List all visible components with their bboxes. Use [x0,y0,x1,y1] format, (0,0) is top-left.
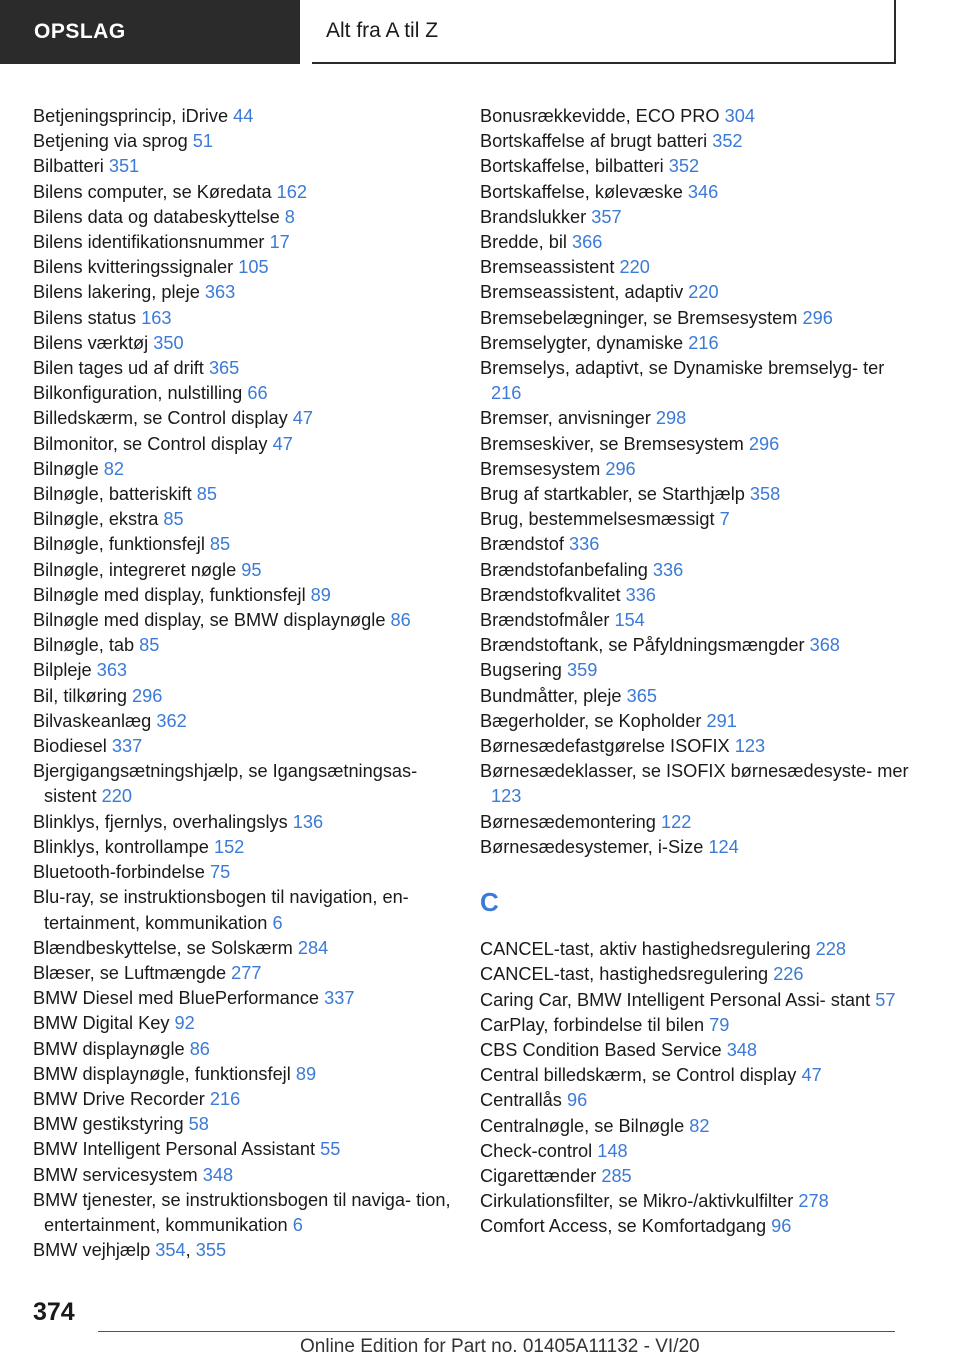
index-entry-text: Bilkonfiguration, nulstilling [33,383,243,404]
index-entry-text: Bilnøgle med display, se BMW displaynøgle [33,610,386,631]
index-entry-text: Bremselygter, dynamiske [480,332,684,353]
page-reference-link[interactable]: 296 [802,307,833,328]
page-reference-link[interactable]: 79 [709,1014,730,1035]
page-reference-link[interactable]: 284 [297,937,329,958]
page-reference-link[interactable]: 82 [103,458,125,479]
page-reference-link[interactable]: 336 [568,534,600,555]
index-entry-text: BMW gestikstyring [33,1114,184,1135]
index-entry-text: Cirkulationsfilter, se Mikro-/aktivkulfilter [480,1191,794,1212]
index-entry-text: CBS Condition Based Service [480,1039,722,1060]
page-reference-link[interactable]: 216 [209,1088,241,1109]
page-reference-link[interactable]: 148 [597,1140,628,1161]
page-reference-link[interactable]: 154 [614,610,645,631]
index-entry-text: Børnesædemontering [480,811,656,832]
index-entry [480,988,910,1013]
index-entry-text: Central billedskærm, se Control display [480,1065,797,1086]
page-reference-link[interactable]: 51 [192,131,213,152]
page-reference-link[interactable]: 348 [726,1039,758,1060]
page-reference-link[interactable]: 354 [155,1240,186,1261]
page-reference-link[interactable]: 47 [292,408,314,429]
page-reference-link[interactable]: 17 [269,232,290,253]
page-reference-link[interactable]: 336 [652,559,684,580]
section-tab: OPSLAG [0,0,300,64]
page-reference-link[interactable]: 220 [688,282,719,303]
index-entry [33,381,463,406]
page-reference-link[interactable]: 350 [153,332,184,353]
index-entry [480,255,910,280]
page-reference-link[interactable]: 363 [96,660,128,681]
page-reference-link[interactable]: 47 [272,433,293,454]
index-entry-text: CANCEL-tast, aktiv hastighedsregulering [480,939,811,960]
index-entry-text: BMW tjenester, se instruktionsbogen til naviga‐ tion, entertainment, kommunikation [33,1189,451,1235]
page-reference-link[interactable]: 359 [566,660,598,681]
page-reference-link[interactable]: 216 [688,332,719,353]
index-entry-text: Bortskaffelse af brugt batteri [480,131,708,152]
page-reference-link[interactable]: 85 [209,534,231,555]
page-reference-link[interactable]: 216 [491,383,522,404]
index-entry-text: Centrallås [480,1090,562,1111]
index-entry [33,1087,463,1112]
page-reference-link[interactable]: 85 [139,635,160,656]
index-entry-text: BMW Digital Key [33,1013,170,1034]
page-reference-link[interactable]: 226 [773,964,804,985]
page-header [0,0,960,66]
index-entry-text: Brug af startkabler, se Starthjælp [480,484,745,505]
index-entry [480,432,910,457]
index-entry [480,482,910,507]
index-entry [33,104,463,129]
index-entry-text: Bil, tilkøring [33,685,127,706]
index-entry-text: Bremselys, adaptivt, se Dynamiske bremselyg‐ ter [480,358,885,379]
index-entry-text: Bremseskiver, se Bremsesystem [480,433,744,454]
index-entry [480,633,910,658]
index-entry [33,180,463,205]
index-entry [480,457,910,482]
index-entry [480,558,910,583]
page-reference-link[interactable]: 105 [238,257,269,278]
page-reference-link[interactable]: 85 [163,509,184,530]
index-entry [33,154,463,179]
index-entry-text: Blu-ray, se instruktionsbogen til navigation, en‐ tertainment, kommunikation [33,887,409,933]
page-reference-link[interactable]: 122 [660,811,692,832]
index-entry [33,482,463,507]
index-entry [33,306,463,331]
index-column-right [480,104,910,1240]
index-entry-text: Bilens værktøj [33,332,149,353]
index-entry-text: Betjening via sprog [33,131,188,152]
index-entry [480,205,910,230]
index-entry [480,1114,910,1139]
index-entry [480,532,910,557]
index-entry-text: Bilen tages ud af drift [33,358,204,379]
page-reference-link[interactable]: 95 [241,559,262,580]
page-reference-link[interactable]: 124 [708,836,739,857]
index-entry-text: Børnesædeklasser, se ISOFIX børnesædesyste‐ mer [480,761,909,782]
index-entry-text: Bortskaffelse, kølevæske [480,181,683,202]
index-entry [480,129,910,154]
index-entry [33,658,463,683]
index-entry [480,1139,910,1164]
index-entry-text: Bjergigangsætningshjælp, se Igangsætningsas‐ sistent [33,761,418,807]
page-reference-link[interactable]: 357 [591,206,622,227]
index-entry [480,684,910,709]
index-entry-text: Bremsebelægninger, se Bremsesystem [480,307,798,328]
index-entry-text: BMW Drive Recorder [33,1088,205,1109]
page-reference-link[interactable]: 358 [749,484,781,505]
index-entry-text: Bilvaskeanlæg [33,710,152,731]
page-reference-link[interactable]: 352 [668,156,700,177]
page-reference-link[interactable]: 6 [292,1214,303,1235]
index-entry-text: Brændstofanbefaling [480,559,648,580]
page-reference-link[interactable]: 365 [626,685,657,706]
index-entry-text: Centralnøgle, se Bilnøgle [480,1115,685,1136]
index-entry-text: Bremsesystem [480,458,601,479]
page-reference-link[interactable]: 152 [213,836,245,857]
index-entry [33,1011,463,1036]
index-entry [33,1163,463,1188]
index-entry-text: Bilmonitor, se Control display [33,433,268,454]
index-entry-text: BMW vejhjælp [33,1240,151,1261]
page-reference-link[interactable]: 277 [231,962,262,983]
index-entry-text: Bægerholder, se Kopholder [480,710,702,731]
page-reference-link[interactable]: 368 [809,635,840,656]
page-reference-link[interactable]: 285 [601,1165,632,1186]
page-reference-link[interactable]: 296 [605,458,636,479]
index-entry-text: Bugsering [480,660,562,681]
index-entry [33,331,463,356]
index-entry [480,507,910,532]
index-entry [480,331,910,356]
page-reference-link[interactable]: 351 [108,156,140,177]
index-entry [33,734,463,759]
page-reference-link[interactable]: 96 [771,1216,792,1237]
index-entry [480,810,910,835]
page-reference-link[interactable]: 298 [655,408,687,429]
index-entry [480,734,910,759]
index-entry-text: Betjeningsprincip, iDrive [33,106,229,126]
index-entry-text: Bilpleje [33,660,92,681]
index-entry [33,406,463,431]
index-entry [480,962,910,987]
index-entry [480,104,910,129]
index-entry-text: Blinklys, kontrollampe [33,836,209,857]
footer-divider [98,1331,895,1332]
index-entry-text: Bilnøgle, integreret nøgle [33,559,237,580]
index-entry-text: BMW Diesel med BluePerformance [33,988,320,1009]
index-entry [33,507,463,532]
index-entry-text: BMW servicesystem [33,1164,198,1185]
index-entry [480,1088,910,1113]
page-reference-link[interactable]: 8 [284,206,295,227]
index-entry [33,230,463,255]
index-entry-text: BMW displaynøgle, funktionsfejl [33,1063,291,1084]
index-entry [33,558,463,583]
index-entry [33,1037,463,1062]
index-entry [33,986,463,1011]
index-entry-text: Bilnøgle [33,458,99,479]
index-entry-text: Bilnøgle, tab [33,635,135,656]
page-reference-link[interactable]: 75 [209,862,231,883]
page-reference-link[interactable]: 82 [689,1115,710,1136]
index-entry [480,759,910,809]
page-reference-link[interactable]: 86 [390,610,411,631]
index-entry [480,608,910,633]
page-reference-link[interactable]: 57 [875,989,896,1010]
page-reference-link[interactable]: 66 [247,383,268,404]
index-entry-text: Bremser, anvisninger [480,408,651,429]
index-entry-text: Brændstofkvalitet [480,584,621,605]
page-reference-link[interactable]: 366 [572,232,603,253]
index-entry [33,810,463,835]
page-reference-link[interactable]: 337 [324,988,355,1009]
index-entry [33,860,463,885]
index-entry [33,936,463,961]
index-entry-text: Caring Car, BMW Intelligent Personal Assi‐ stant [480,989,871,1010]
index-entry-text: Brændstofmåler [480,610,610,631]
index-entry [480,306,910,331]
page-reference-link[interactable]: 162 [276,181,307,202]
index-entry [33,356,463,381]
index-entry-text: Cigarettænder [480,1165,597,1186]
topic-tab: Alt fra A til Z [312,0,896,64]
page-reference-link[interactable]: 228 [815,939,846,960]
page-reference-link[interactable]: 296 [132,685,163,706]
index-entry [33,759,463,809]
index-entry-text: Comfort Access, se Komfortadgang [480,1216,767,1237]
page-reference-link[interactable]: 55 [320,1139,341,1160]
index-entry [480,1063,910,1088]
index-entry-text: Børnesædefastgørelse ISOFIX [480,736,730,757]
page-reference-link[interactable]: 7 [719,509,730,530]
index-entry [33,1062,463,1087]
index-entry-text: Bortskaffelse, bilbatteri [480,156,664,177]
index-entry [33,205,463,230]
index-entry [33,835,463,860]
page-reference-link[interactable]: 89 [295,1063,317,1084]
index-entry [480,356,910,406]
page-reference-link[interactable]: 86 [189,1038,210,1059]
index-entry-text: BMW displaynøgle [33,1038,185,1059]
index-entry [480,583,910,608]
index-entry [33,961,463,986]
page-reference-link[interactable]: 136 [292,811,324,832]
index-entry [480,1214,910,1239]
index-entry [480,1164,910,1189]
index-entry-text: Bilnøgle med display, funktionsfejl [33,584,306,605]
index-entry-text: Bremseassistent [480,257,615,278]
index-entry [33,432,463,457]
index-entry [33,709,463,734]
page-reference-link[interactable]: 291 [706,710,737,731]
index-entry-text: Bremseassistent, adaptiv [480,282,684,303]
page-reference-link[interactable]: 346 [687,181,719,202]
index-entry-text: Bilens status [33,307,137,328]
index-entry [33,1112,463,1137]
index-entry-text: Bilens data og databeskyttelse [33,206,280,227]
index-entry [480,280,910,305]
index-entry-text: Check-control [480,1140,593,1161]
index-entry-text: Bluetooth-forbindelse [33,862,205,883]
index-entry-text: Bonusrækkevidde, ECO PRO [480,106,720,126]
page-reference-link[interactable]: 123 [491,786,522,807]
index-entry [33,457,463,482]
page-reference-link[interactable]: 85 [196,484,217,505]
page-reference-link[interactable]: 365 [208,358,240,379]
index-entry [480,230,910,255]
page-reference-link[interactable]: 220 [101,786,132,807]
page-reference-link[interactable]: 123 [734,736,766,757]
page-reference-link[interactable]: 355 [195,1240,227,1261]
page-reference-link[interactable]: 58 [188,1114,209,1135]
page-reference-link[interactable]: 348 [202,1164,234,1185]
index-entry [33,885,463,935]
page-reference-link[interactable]: 89 [310,584,331,605]
page-reference-link[interactable]: 337 [111,736,143,757]
page-reference-link[interactable]: 47 [801,1065,822,1086]
page-reference-link[interactable]: 363 [204,282,236,303]
page-reference-link[interactable]: 336 [625,584,656,605]
index-letter-heading: C [480,887,499,918]
page-reference-link[interactable]: 278 [798,1191,829,1212]
footer-edition-text: Online Edition for Part no. 01405A11132 - VI/20 [300,1336,700,1357]
page-reference-link[interactable]: 304 [724,106,755,126]
page-reference-link[interactable]: 220 [619,257,650,278]
page-reference-link[interactable]: 163 [141,307,172,328]
index-entry-text: Biodiesel [33,736,107,757]
index-entry [480,406,910,431]
index-column-left [33,104,463,1263]
index-entry-text: Bilbatteri [33,156,104,177]
index-entry-text: CANCEL-tast, hastighedsregulering [480,964,769,985]
index-entry [33,532,463,557]
index-entry-text: Bilnøgle, funktionsfejl [33,534,205,555]
index-entry [480,937,910,962]
index-entry-text: Bilens lakering, pleje [33,282,200,303]
index-entry-text: Bredde, bil [480,232,567,253]
index-entry-text: Brændstof [480,534,564,555]
index-entry-text: Blæser, se Luftmængde [33,962,227,983]
index-entry-text: Billedskærm, se Control display [33,408,288,429]
page-reference-link[interactable]: 362 [156,710,187,731]
index-entry-text: BMW Intelligent Personal Assistant [33,1139,316,1160]
index-entry [480,180,910,205]
index-entry-text: Bilens kvitteringssignaler [33,257,234,278]
index-entry: BMW vejhjælp 354, 355 [33,1240,227,1261]
index-entry-text: Bilens identifikationsnummer [33,232,265,253]
index-entry [33,1137,463,1162]
index-entry-text: Brændstoftank, se Påfyldningsmængder [480,635,805,656]
index-entry [33,1188,463,1238]
index-entry [33,129,463,154]
index-entry [480,1038,910,1063]
page-reference-link[interactable]: 44 [233,106,254,126]
page-reference-link[interactable]: 352 [712,131,743,152]
page-reference-link[interactable]: 296 [748,433,780,454]
page-number: 374 [33,1298,75,1326]
index-entry-text: Børnesædesystemer, i-Size [480,836,704,857]
index-entry [33,280,463,305]
index-entry-text: Bilens computer, se Køredata [33,181,272,202]
index-entry-text: Brandslukker [480,206,587,227]
index-entry [33,633,463,658]
index-entry [480,1013,910,1038]
index-entry-text: Blinklys, fjernlys, overhalingslys [33,811,288,832]
index-entry [480,835,910,860]
index-entry [480,1189,910,1214]
index-entry [480,709,910,734]
page-reference-link[interactable]: 92 [174,1013,195,1034]
index-entry [33,684,463,709]
index-entry [480,658,910,683]
page-reference-link[interactable]: 6 [272,912,283,933]
index-entry [33,255,463,280]
index-entry [480,154,910,179]
index-entry-text: Bilnøgle, ekstra [33,509,159,530]
index-entry-text: Bilnøgle, batteriskift [33,484,192,505]
index-entry [33,583,463,608]
index-entry-text: Bundmåtter, pleje [480,685,622,706]
index-entry-text: CarPlay, forbindelse til bilen [480,1014,705,1035]
index-entry-text: Blændbeskyttelse, se Solskærm [33,937,293,958]
index-entry-text: Brug, bestemmelsesmæssigt [480,509,715,530]
page-reference-link[interactable]: 96 [566,1090,588,1111]
index-entry [33,608,463,633]
